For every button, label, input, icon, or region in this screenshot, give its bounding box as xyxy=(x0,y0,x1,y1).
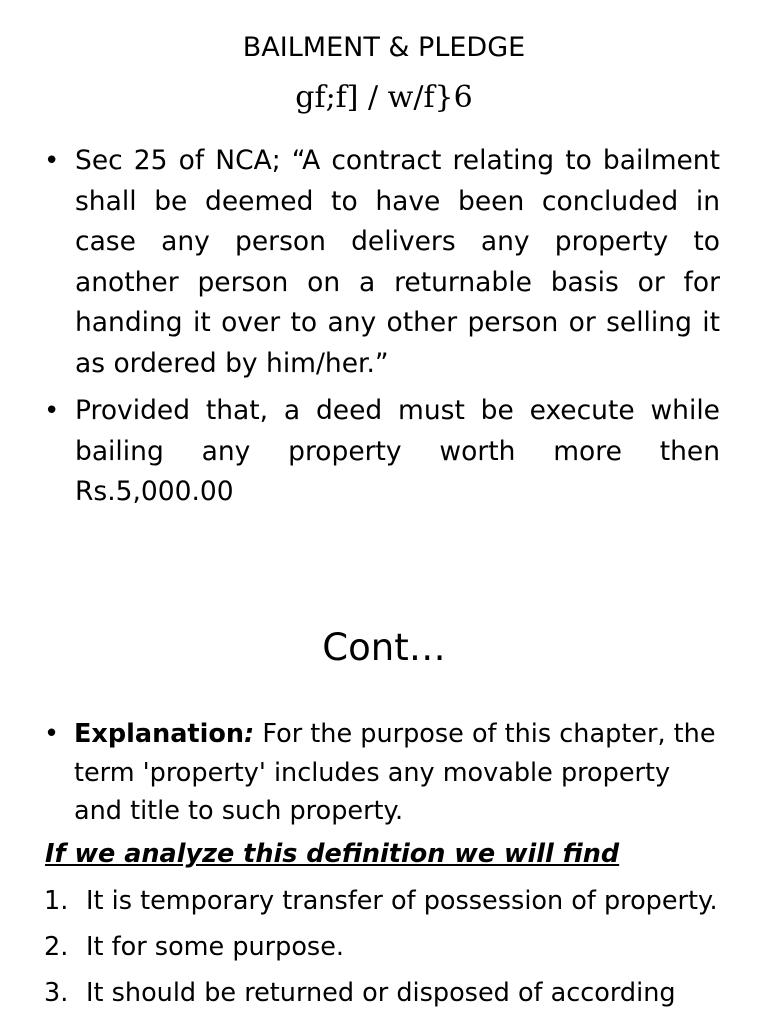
slide-cont xyxy=(0,560,768,1024)
explanation-label: Explanation xyxy=(74,719,245,749)
slide-title: Cont… xyxy=(322,626,446,669)
bullet-icon: • xyxy=(44,396,60,426)
bullet-list xyxy=(44,715,724,831)
list-item xyxy=(44,882,734,921)
item-number: 2. xyxy=(44,932,69,962)
analyze-heading: If we analyze this definition we will find xyxy=(45,839,620,869)
slide-subtitle: gf;f] / w/f}6 xyxy=(295,80,473,115)
numbered-list xyxy=(44,882,734,1020)
explanation-text: For the purpose of this chapter, the term 'property' includes any movable property and title to such property. xyxy=(74,719,716,826)
list-item xyxy=(44,928,734,967)
list-item xyxy=(44,391,720,513)
bullet-icon: • xyxy=(44,719,60,749)
item-text: It should be returned or disposed of according xyxy=(86,978,676,1008)
bullet-list xyxy=(44,141,720,520)
item-number: 1. xyxy=(44,886,69,916)
bullet-text: Provided that, a deed must be execute while bailing any property worth more then Rs.5,000.00 xyxy=(75,395,720,507)
explanation-colon: : xyxy=(244,719,255,749)
item-text: It is temporary transfer of possession of property. xyxy=(86,886,718,916)
slide-title: BAILMENT & PLEDGE xyxy=(242,32,526,63)
list-item xyxy=(44,715,724,831)
item-text: It for some purpose. xyxy=(86,932,345,962)
list-item xyxy=(44,974,734,1013)
bullet-text: Sec 25 of NCA; “A contract relating to bailment shall be deemed to have been concluded in case any person delivers any property to another person on a returnable basis or for handing it over to any other person or selling it as ordered by him/her.” xyxy=(75,145,720,379)
list-item xyxy=(44,141,720,384)
item-number: 3. xyxy=(44,978,69,1008)
bullet-icon: • xyxy=(44,146,60,176)
